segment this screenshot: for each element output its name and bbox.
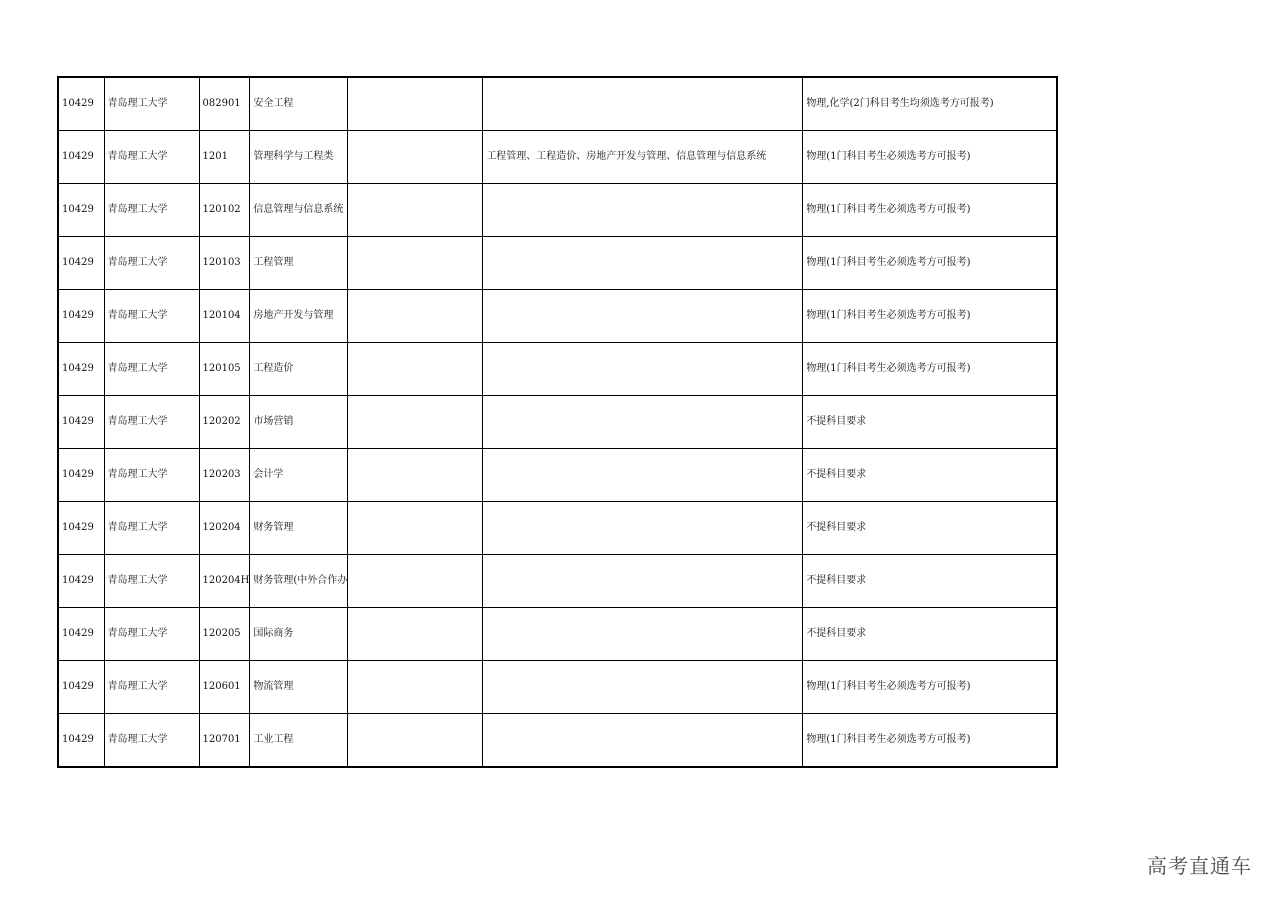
table-row [58,714,1057,768]
included-majors-cell [483,661,803,714]
table-row [58,555,1057,608]
table-row [58,77,1057,131]
subject-requirement-cell: 物理(1门科目考生必须选考方可报考) [803,343,1057,396]
school-name-cell: 青岛理工大学 [104,608,199,661]
included-majors-cell: 工程管理、工程造价、房地产开发与管理、信息管理与信息系统 [483,131,803,184]
blank-cell [348,237,483,290]
school-code-cell: 10429 [58,290,104,343]
major-code-cell: 1201 [199,131,250,184]
subject-requirement-cell: 不提科目要求 [803,555,1057,608]
school-code-cell: 10429 [58,237,104,290]
major-code-cell: 120104 [199,290,250,343]
school-name-cell: 青岛理工大学 [104,555,199,608]
blank-cell [348,77,483,131]
school-name-cell: 青岛理工大学 [104,396,199,449]
table-row [58,502,1057,555]
school-code-cell: 10429 [58,131,104,184]
table-row [58,131,1057,184]
school-name-cell: 青岛理工大学 [104,184,199,237]
subject-requirement-cell: 物理(1门科目考生必须选考方可报考) [803,290,1057,343]
school-name-cell: 青岛理工大学 [104,661,199,714]
included-majors-cell [483,184,803,237]
table-row [58,343,1057,396]
school-name-cell: 青岛理工大学 [104,131,199,184]
blank-cell [348,343,483,396]
school-code-cell: 10429 [58,555,104,608]
major-name-cell: 管理科学与工程类 [250,131,348,184]
major-name-cell: 国际商务 [250,608,348,661]
school-name-cell: 青岛理工大学 [104,77,199,131]
major-code-cell: 120103 [199,237,250,290]
major-code-cell: 120601 [199,661,250,714]
subject-requirement-cell: 不提科目要求 [803,608,1057,661]
table-row [58,661,1057,714]
subject-requirement-cell: 物理(1门科目考生必须选考方可报考) [803,661,1057,714]
major-code-cell: 120203 [199,449,250,502]
major-code-cell: 120202 [199,396,250,449]
school-code-cell: 10429 [58,608,104,661]
included-majors-cell [483,555,803,608]
subject-requirement-cell: 不提科目要求 [803,396,1057,449]
school-code-cell: 10429 [58,449,104,502]
subject-requirement-cell: 物理(1门科目考生必须选考方可报考) [803,184,1057,237]
included-majors-cell [483,237,803,290]
subject-requirement-cell: 不提科目要求 [803,449,1057,502]
school-code-cell: 10429 [58,77,104,131]
school-code-cell: 10429 [58,502,104,555]
subject-requirement-cell: 不提科目要求 [803,502,1057,555]
blank-cell [348,555,483,608]
blank-cell [348,131,483,184]
included-majors-cell [483,290,803,343]
watermark-text: 高考直通车 [1147,854,1252,878]
major-code-cell: 120204H [199,555,250,608]
blank-cell [348,184,483,237]
blank-cell [348,661,483,714]
major-code-cell: 082901 [199,77,250,131]
subject-requirement-cell: 物理(1门科目考生必须选考方可报考) [803,237,1057,290]
school-code-cell: 10429 [58,714,104,768]
major-code-cell: 120105 [199,343,250,396]
major-name-cell: 市场营销 [250,396,348,449]
major-name-cell: 会计学 [250,449,348,502]
major-code-cell: 120204 [199,502,250,555]
subject-requirement-cell: 物理(1门科目考生必须选考方可报考) [803,131,1057,184]
subject-requirement-cell: 物理(1门科目考生必须选考方可报考) [803,714,1057,768]
school-name-cell: 青岛理工大学 [104,449,199,502]
major-code-cell: 120701 [199,714,250,768]
included-majors-cell [483,714,803,768]
school-code-cell: 10429 [58,396,104,449]
major-code-cell: 120205 [199,608,250,661]
school-name-cell: 青岛理工大学 [104,343,199,396]
included-majors-cell [483,343,803,396]
included-majors-cell [483,77,803,131]
included-majors-cell [483,608,803,661]
major-code-cell: 120102 [199,184,250,237]
table-body [58,77,1057,767]
major-name-cell: 安全工程 [250,77,348,131]
table-row [58,608,1057,661]
school-code-cell: 10429 [58,343,104,396]
blank-cell [348,396,483,449]
school-code-cell: 10429 [58,184,104,237]
school-code-cell: 10429 [58,661,104,714]
major-name-cell: 物流管理 [250,661,348,714]
admission-requirements-table [57,76,1058,768]
school-name-cell: 青岛理工大学 [104,290,199,343]
blank-cell [348,502,483,555]
blank-cell [348,290,483,343]
blank-cell [348,714,483,768]
table-row [58,237,1057,290]
table-row [58,449,1057,502]
table-row [58,184,1057,237]
school-name-cell: 青岛理工大学 [104,502,199,555]
included-majors-cell [483,396,803,449]
included-majors-cell [483,502,803,555]
blank-cell [348,449,483,502]
major-name-cell: 工程管理 [250,237,348,290]
major-name-cell: 房地产开发与管理 [250,290,348,343]
subject-requirement-cell: 物理,化学(2门科目考生均须选考方可报考) [803,77,1057,131]
major-name-cell: 信息管理与信息系统 [250,184,348,237]
blank-cell [348,608,483,661]
school-name-cell: 青岛理工大学 [104,237,199,290]
table-row [58,396,1057,449]
major-name-cell: 工业工程 [250,714,348,768]
major-name-cell: 财务管理(中外合作办 [250,555,348,608]
included-majors-cell [483,449,803,502]
table-row [58,290,1057,343]
school-name-cell: 青岛理工大学 [104,714,199,768]
major-name-cell: 财务管理 [250,502,348,555]
major-name-cell: 工程造价 [250,343,348,396]
